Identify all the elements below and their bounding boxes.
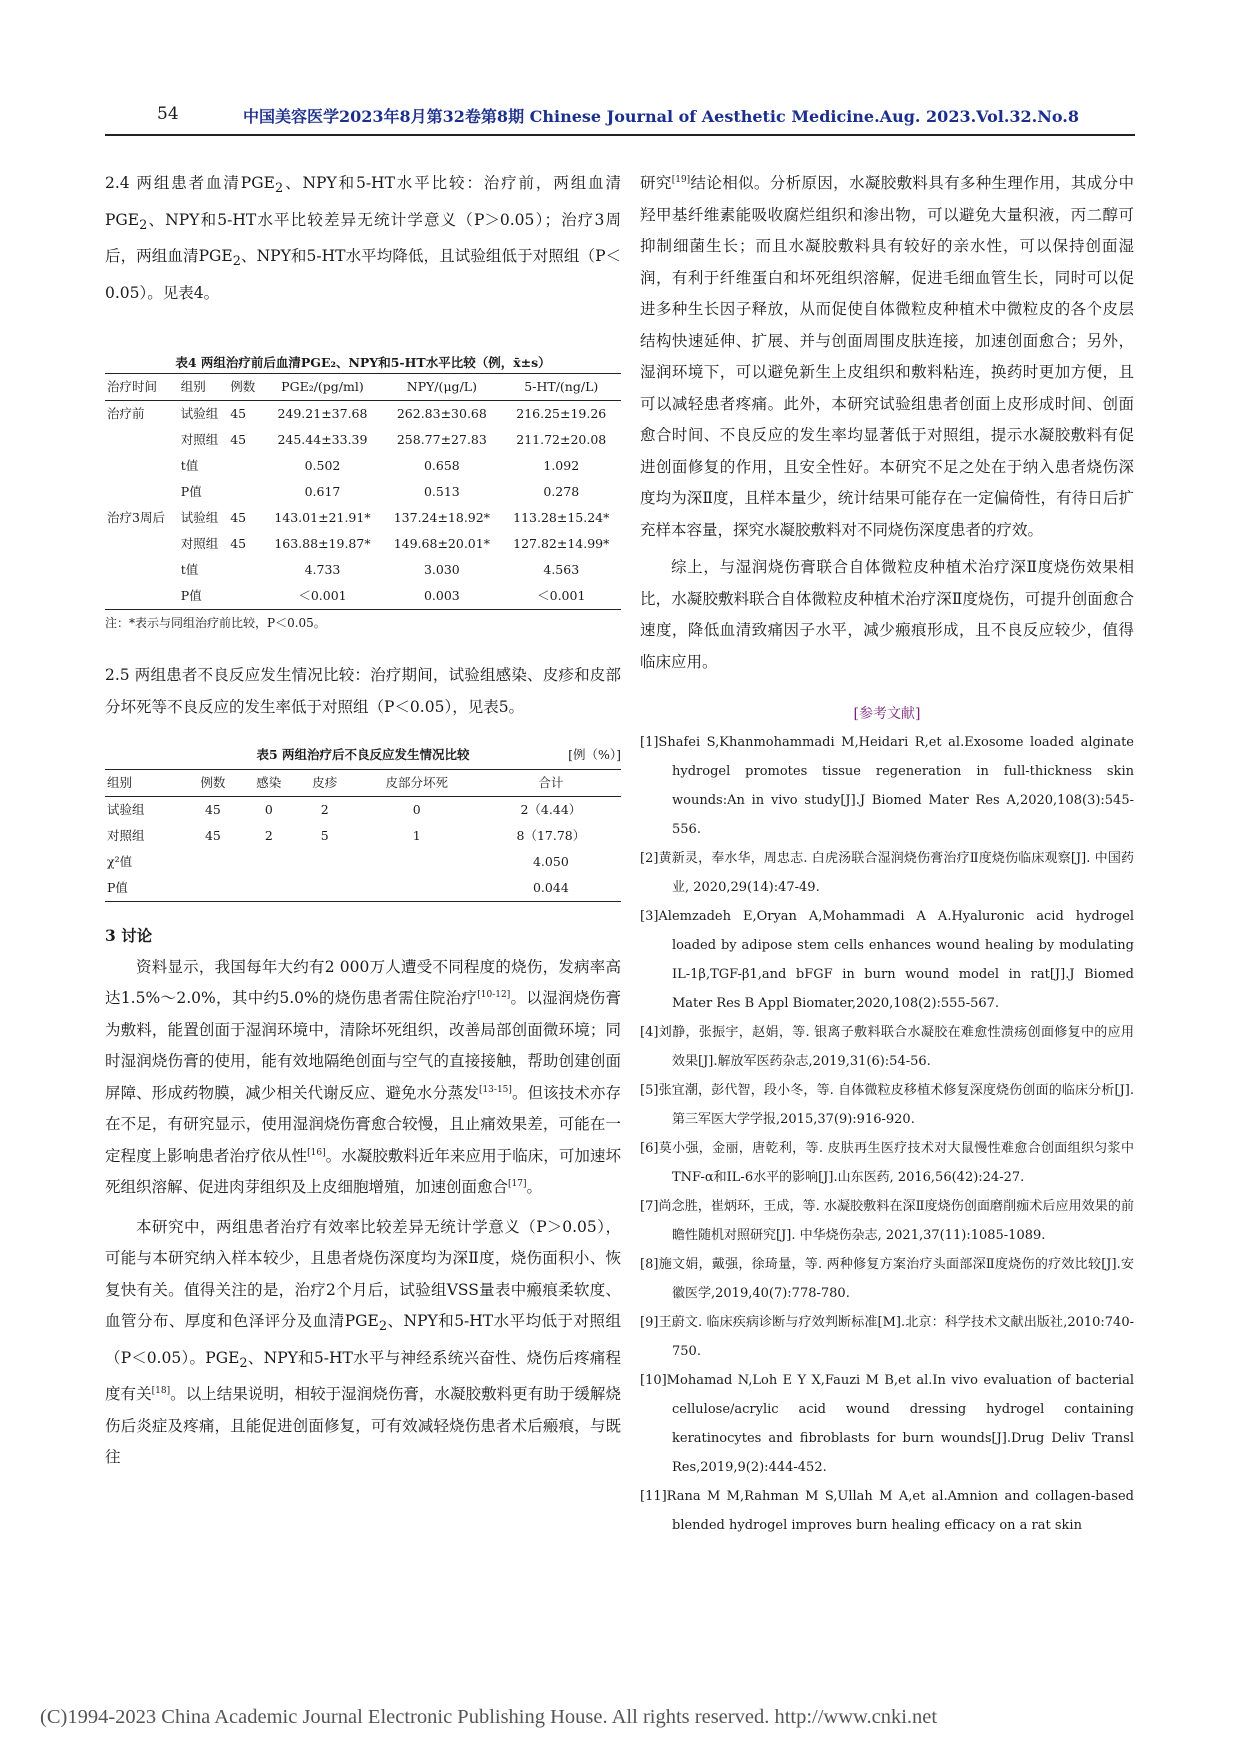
table-cell: 143.01±21.91* bbox=[274, 510, 371, 526]
table-cell: 0.658 bbox=[423, 458, 460, 474]
table-cell bbox=[185, 849, 241, 875]
table-row bbox=[105, 875, 621, 902]
discussion-paragraph-3: 研究[19]结论相似。分析原因，水凝胶敷料具有多种生理作用，其成分中羟甲基纤维素能吸收腐烂组织和渗出物，可以避免大量积液，丙二醇可抑制细菌生长；而且水凝胶敷料具有较好的亲水性，可以保持创面湿润，有利于纤维蛋白和坏死组织溶解，促进毛细血管生长，同时可以促进多种生长因子释放，从而促使自体微粒皮种植术中微粒皮的各个皮层结构快速延伸、扩展、并与创面周围皮肤连接，加速创面愈合；另外，湿润环境下，可以避免新生上皮组织和敷料粘连，换药时更加方便，且可以减轻患者疼痛。此外，本研究试验组患者创面上皮形成时间、创面愈合时间、不良反应的发生率均显著低于对照组，提示水凝胶敷料有促进创面修复的作用，且安全性好。本研究不足之处在于纳入患者烧伤深度均为深Ⅱ度，且样本量少，统计结果可能存在一定偏倚性，有待日后扩充样本容量，探究水凝胶敷料对不同烧伤深度患者的疗效。 bbox=[640, 174, 1134, 539]
table-header-cell: 皮疹 bbox=[297, 770, 353, 797]
table-header-cell: 感染 bbox=[241, 770, 297, 797]
table-cell: 3.030 bbox=[423, 562, 460, 578]
table-header-cell: 组别 bbox=[179, 374, 228, 401]
table-cell bbox=[105, 557, 179, 583]
table-cell bbox=[105, 427, 179, 453]
table-cell bbox=[353, 849, 481, 875]
table-cell bbox=[297, 875, 353, 902]
table-cell bbox=[228, 479, 263, 505]
table-cell: 0.003 bbox=[382, 583, 501, 610]
table-cell: 45 bbox=[230, 432, 247, 448]
discussion-paragraph-1: 资料显示，我国每年大约有2 000万人遭受不同程度的烧伤，发病率高达1.5%～2.0%，其中约5.0%的烧伤患者需住院治疗[10-12]。以湿润烧伤膏为敷料，能置创面于湿润环境中，清除坏死组织，改善局部创面微环境；同时湿润烧伤膏的使用，能有效地隔绝创面与空气的直接接触，帮助创建创面屏障、形成药物膜，减少相关代谢反应、避免水分蒸发[13-15]。但该技术亦存在不足，有研究显示，使用湿润烧伤膏愈合较慢，且止痛效果差，可能在一定程度上影响患者治疗依从性[16]。水凝胶敷料近年来应用于临床，可加速坏死组织溶解、促进肉芽组织及上皮细胞增殖，加速创面愈合[17]。 bbox=[105, 957, 621, 1197]
table-cell: 4.050 bbox=[532, 854, 569, 870]
table-cell: 211.72±20.08 bbox=[516, 432, 607, 448]
table4-title: 表4 两组治疗前后血清PGE₂、NPY和5-HT水平比较（例，x̄±s） bbox=[175, 355, 551, 371]
table-cell bbox=[228, 557, 263, 583]
table-header-cell: 皮部分坏死 bbox=[353, 770, 481, 797]
table-cell bbox=[241, 875, 297, 902]
table-cell: 249.21±37.68 bbox=[277, 406, 368, 422]
table4-note: 注：*表示与同组治疗前比较，P＜0.05。 bbox=[105, 616, 326, 631]
table-cell: 262.83±30.68 bbox=[396, 406, 487, 422]
table-row bbox=[105, 797, 621, 824]
page-number: 54 bbox=[157, 104, 179, 124]
table-header-cell: 例数 bbox=[228, 374, 263, 401]
reference-item: [2]黄新灵，奉水华，周忠志. 白虎汤联合湿润烧伤膏治疗Ⅱ度烧伤临床观察[J]. 中国药业, 2020,29(14):47-49. bbox=[640, 851, 1134, 895]
table5-caption bbox=[105, 745, 621, 769]
table-cell: 45 bbox=[204, 828, 221, 844]
reference-list bbox=[640, 728, 1134, 1540]
table-cell: 5 bbox=[320, 828, 329, 844]
reference-item: [9]王蔚文. 临床疾病诊断与疗效判断标准[M].北京：科学技术文献出版社,2010:740-750. bbox=[640, 1315, 1134, 1359]
section-3-heading: 3 讨论 bbox=[105, 926, 153, 946]
table-row bbox=[105, 505, 621, 531]
table-header-cell: 例数 bbox=[185, 770, 241, 797]
table-cell: 258.77±27.83 bbox=[396, 432, 487, 448]
table-header-cell: 组别 bbox=[105, 770, 185, 797]
table-cell: 1 bbox=[412, 828, 421, 844]
table-cell bbox=[105, 479, 179, 505]
copyright-footer: (C)1994-2023 China Academic Journal Electronic Publishing House. All rights reserved. http://www.cnki.net bbox=[40, 1706, 938, 1728]
table-cell: 试验组 bbox=[180, 510, 219, 526]
table-row bbox=[105, 479, 621, 505]
reference-item: [7]尚念胜，崔炳环，王成，等. 水凝胶敷料在深Ⅱ度烧伤创面磨削痂术后应用效果的前瞻性随机对照研究[J]. 中华烧伤杂志, 2021,37(11):1085-1089. bbox=[640, 1199, 1134, 1243]
table-cell: 45 bbox=[230, 406, 247, 422]
table-cell bbox=[241, 849, 297, 875]
table-cell bbox=[105, 453, 179, 479]
table-cell: 对照组 bbox=[107, 828, 145, 844]
table-cell: 治疗3周后 bbox=[107, 510, 165, 526]
table-cell: t值 bbox=[180, 458, 199, 474]
table-cell: 0.278 bbox=[543, 484, 580, 500]
table-cell: 试验组 bbox=[180, 406, 219, 422]
table-cell: 0.502 bbox=[304, 458, 341, 474]
reference-item: [11]Rana M M,Rahman M S,Ullah M A,et al.Amnion and collagen-based blended hydrogel improves burn healing efficacy on a rat skin bbox=[640, 1489, 1134, 1533]
table-cell: 216.25±19.26 bbox=[516, 406, 607, 422]
table-cell bbox=[297, 849, 353, 875]
table-cell: 4.733 bbox=[304, 562, 341, 578]
left-column bbox=[105, 168, 621, 1474]
table-cell: P值 bbox=[105, 875, 185, 902]
table5-unit: [例（%）] bbox=[568, 747, 621, 763]
table-cell bbox=[105, 583, 179, 610]
section-2-5-paragraph: 2.5 两组患者不良反应发生情况比较：治疗期间，试验组感染、皮疹和皮部分坏死等不良反应的发生率低于对照组（P＜0.05），见表5。 bbox=[105, 666, 621, 716]
table-cell: 149.68±20.01* bbox=[393, 536, 490, 552]
table-cell: 45 bbox=[204, 802, 221, 818]
discussion-paragraph-2: 本研究中，两组患者治疗有效率比较差异无统计学意义（P＞0.05），可能与本研究纳入样本较少，且患者烧伤深度均为深Ⅱ度，烧伤面积小、恢复快有关。值得关注的是，治疗2个月后，试验组VSS量表中瘢痕柔软度、血管分布、厚度和色泽评分及血清$PGE_2$、NPY和5-HT水平均低于对照组（P＜0.05）。$PGE_2$、NPY和5-HT水平与神经系统兴奋性、烧伤后疼痛程度有关[18]。以上结果说明，相较于湿润烧伤膏，水凝胶敷料更有助于缓解烧伤后炎症及疼痛，且能促进创面修复，可有效减轻烧伤患者术后瘢痕，与既往 bbox=[105, 1217, 621, 1467]
table-cell: 4.563 bbox=[543, 562, 580, 578]
table-cell bbox=[228, 453, 263, 479]
table-row bbox=[105, 531, 621, 557]
table5 bbox=[105, 769, 621, 902]
reference-item: [4]刘静，张振宇，赵娟，等. 银离子敷料联合水凝胶在难愈性溃疡创面修复中的应用效果[J].解放军医药杂志,2019,31(6):54-56. bbox=[640, 1025, 1134, 1069]
table-header-cell: 5-HT/(ng/L) bbox=[502, 374, 621, 401]
table-row bbox=[105, 427, 621, 453]
conclusion-paragraph: 综上，与湿润烧伤膏联合自体微粒皮种植术治疗深Ⅱ度烧伤效果相比，水凝胶敷料联合自体微粒皮种植术治疗深Ⅱ度烧伤，可提升创面愈合速度，降低血清致痛因子水平，减少瘢痕形成，且不良反应较少，值得临床应用。 bbox=[640, 558, 1134, 671]
reference-item: [3]Alemzadeh E,Oryan A,Mohammadi A A.Hyaluronic acid hydrogel loaded by adipose stem cells enhances wound healing by modulating IL-1β,TGF-β1,and bFGF in burn wound model in rat[J].J Biomed Mater Res B Appl Biomater,2020,108(2):555-567. bbox=[640, 909, 1134, 1011]
table-cell: 8（17.78） bbox=[516, 828, 586, 844]
table-header-cell: 治疗时间 bbox=[105, 374, 179, 401]
table-cell: 0 bbox=[412, 802, 421, 818]
table-row bbox=[105, 849, 621, 875]
table-row bbox=[105, 401, 621, 428]
table-row bbox=[105, 583, 621, 610]
table-header-cell: PGE₂/(pg/ml) bbox=[263, 374, 382, 401]
table-cell: P值 bbox=[180, 484, 202, 500]
running-header bbox=[105, 96, 1135, 132]
table-cell bbox=[105, 531, 179, 557]
right-column bbox=[640, 168, 1134, 1540]
table-cell bbox=[185, 875, 241, 902]
table-cell: 2（4.44） bbox=[520, 802, 582, 818]
reference-item: [10]Mohamad N,Loh E Y X,Fauzi M B,et al.In vivo evaluation of bacterial cellulose/acrylic acid wound dressing hydrogel containing keratinocytes and fibroblasts for burn wounds[J].Drug Deliv Transl Res,2019,9(2):444-452. bbox=[640, 1373, 1134, 1475]
header-rule bbox=[105, 134, 1135, 136]
table-cell: χ²值 bbox=[107, 854, 133, 870]
table-cell bbox=[353, 875, 481, 902]
references-heading: [参考文献] bbox=[853, 706, 921, 722]
table4 bbox=[105, 373, 621, 610]
table-cell: P值 bbox=[179, 583, 228, 610]
table-cell: 163.88±19.87* bbox=[274, 536, 371, 552]
table-cell: t值 bbox=[180, 562, 199, 578]
section-2-4-paragraph: 2.4 两组患者血清$PGE_2$、NPY和5-HT水平比较：治疗前，两组血清$PGE_2$、NPY和5-HT水平比较差异无统计学意义（P＞0.05）；治疗3周后，两组血清$PGE_2$、NPY和5-HT水平均降低，且试验组低于对照组（P＜0.05）。见表4。 bbox=[105, 174, 621, 302]
table-cell: 2 bbox=[264, 828, 273, 844]
table-cell: 对照组 bbox=[180, 536, 219, 552]
table-header-cell: NPY/(μg/L) bbox=[382, 374, 501, 401]
table-cell: 45 bbox=[230, 536, 247, 552]
journal-title: 中国美容医学2023年8月第32卷第8期 Chinese Journal of Aesthetic Medicine.Aug. 2023.Vol.32.No.8 bbox=[243, 107, 1079, 126]
table-cell: ＜0.001 bbox=[502, 583, 621, 610]
table-row bbox=[105, 557, 621, 583]
table-row bbox=[105, 453, 621, 479]
table-cell: 治疗前 bbox=[107, 406, 145, 422]
table-cell: 试验组 bbox=[107, 802, 145, 818]
table5-title: 表5 两组治疗后不良反应发生情况比较 bbox=[256, 747, 470, 763]
table-cell: 0.513 bbox=[423, 484, 460, 500]
table-row bbox=[105, 823, 621, 849]
table-cell: ＜0.001 bbox=[263, 583, 382, 610]
reference-item: [5]张宜潮，彭代智，段小冬，等. 自体微粒皮移植术修复深度烧伤创面的临床分析[J].第三军医大学学报,2015,37(9):916-920. bbox=[640, 1083, 1134, 1127]
table-cell: 137.24±18.92* bbox=[393, 510, 490, 526]
reference-item: [6]莫小强，金丽，唐乾利，等. 皮肤再生医疗技术对大鼠慢性难愈合创面组织匀浆中TNF-α和IL-6水平的影响[J].山东医药, 2016,56(42):24-27. bbox=[640, 1141, 1134, 1185]
table-cell: 113.28±15.24* bbox=[513, 510, 610, 526]
table-cell: 45 bbox=[230, 510, 247, 526]
table-cell: 127.82±14.99* bbox=[513, 536, 610, 552]
table-cell: 245.44±33.39 bbox=[277, 432, 368, 448]
table-cell: 0.617 bbox=[304, 484, 341, 500]
reference-item: [1]Shafei S,Khanmohammadi M,Heidari R,et al.Exosome loaded alginate hydrogel promotes tissue regeneration in full-thickness skin wounds:An in vivo study[J].J Biomed Mater Res A,2020,108(3):545-556. bbox=[640, 735, 1134, 837]
table-cell: 1.092 bbox=[543, 458, 580, 474]
reference-item: [8]施文娟，戴强，徐琦量，等. 两种修复方案治疗头面部深Ⅱ度烧伤的疗效比较[J].安徽医学,2019,40(7):778-780. bbox=[640, 1257, 1134, 1301]
table-cell: 对照组 bbox=[180, 432, 219, 448]
table-cell bbox=[228, 583, 263, 610]
table-cell: 0.044 bbox=[481, 875, 621, 902]
table-header-cell: 合计 bbox=[481, 770, 621, 797]
table-cell: 2 bbox=[320, 802, 329, 818]
table-cell: 0 bbox=[264, 802, 273, 818]
